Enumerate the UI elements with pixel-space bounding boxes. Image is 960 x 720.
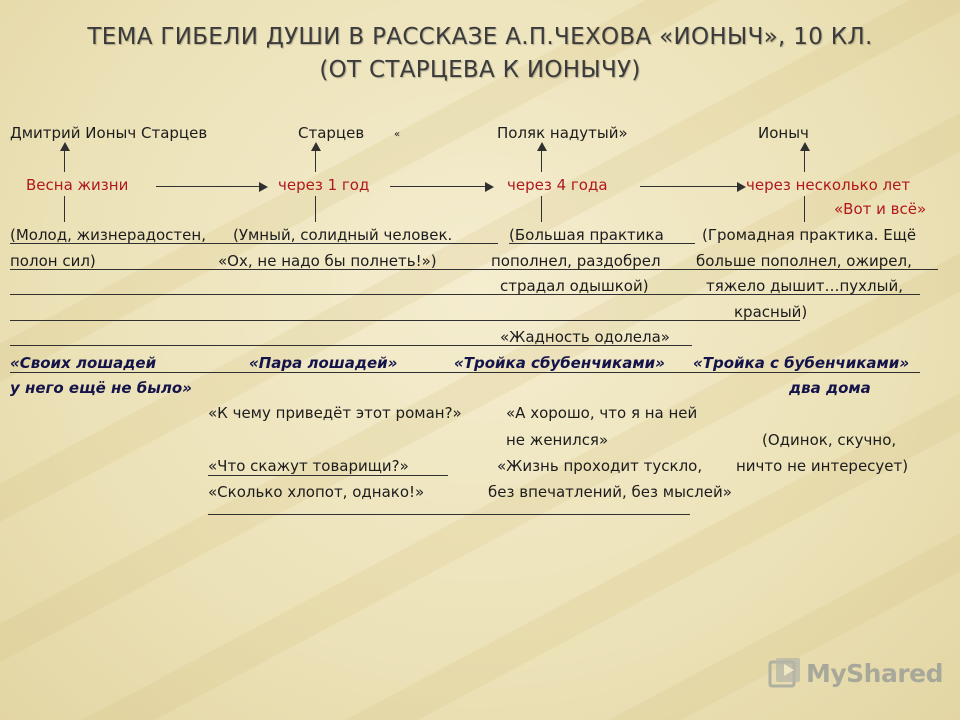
trait-red: красный): [734, 303, 808, 321]
underline-quote-comrades: [208, 475, 448, 476]
vline-3-bottom: [541, 196, 542, 222]
trait-heavy-breathing: тяжело дышит…пухлый,: [706, 277, 903, 295]
name-ionych: Ионыч: [758, 124, 809, 142]
note-no-interest: ничто не интересует): [736, 457, 909, 475]
name-polyak: Поляк надутый»: [497, 124, 628, 142]
trait-shortness-breath: страдал одышкой): [500, 277, 649, 295]
trait-not-gain-weight: «Ох, не надо бы полнеть!»): [218, 252, 437, 270]
note-lonely: (Одинок, скучно,: [762, 431, 897, 449]
underline-row3: [10, 294, 920, 295]
myshared-logo-text: MyShared: [806, 659, 944, 688]
name-quote-mark: «: [394, 129, 401, 140]
arrow-up-2: [311, 142, 321, 151]
trait-gained-weight: пополнел, раздобрел: [491, 252, 661, 270]
trait-big-practice: (Большая практика: [509, 226, 664, 244]
underline-horses: [10, 372, 920, 373]
quote-romance: «К чему приведёт этот роман?»: [208, 404, 462, 422]
trait-greed: «Жадность одолела»: [500, 328, 670, 346]
trait-gained-more: больше пополнел, ожирел,: [696, 252, 912, 270]
trait-smart: (Умный, солидный человек.: [233, 226, 453, 244]
time-spring: Весна жизни: [26, 176, 129, 194]
two-houses: два дома: [789, 379, 871, 397]
vline-4-bottom: [804, 196, 805, 222]
trait-full-energy: полон сил): [10, 252, 96, 270]
myshared-logo-icon: [768, 656, 802, 692]
name-dmitry: Дмитрий Ионыч Старцев: [10, 124, 208, 142]
time-4-years: через 4 года: [507, 176, 608, 194]
quote-life-dull: «Жизнь проходит тускло,: [497, 457, 703, 475]
horses-troika-1: «Тройка сбубенчиками»: [454, 354, 665, 372]
underline-quotes-end: [208, 514, 690, 515]
myshared-logo: [768, 656, 944, 696]
quote-not-married-cont: не женился»: [506, 431, 609, 449]
horses-none: «Своих лошадей: [10, 354, 157, 372]
arrow-up-3: [537, 142, 547, 151]
vline-2-top: [315, 150, 316, 172]
arrow-right-1: [259, 182, 268, 192]
quote-not-married: «А хорошо, что я на ней: [506, 404, 698, 422]
vline-4-top: [804, 150, 805, 172]
horses-none-cont: у него ещё не было»: [10, 379, 192, 397]
vline-1-bottom: [64, 196, 65, 222]
underline-row5: [10, 345, 692, 346]
horses-troika-2: «Тройка с бубенчиками»: [693, 354, 910, 372]
trait-young: (Молод, жизнерадостен,: [10, 226, 206, 244]
vline-1-top: [64, 150, 65, 172]
underline-row1a: [10, 243, 498, 244]
arrow-up-1: [60, 142, 70, 151]
underline-row4: [10, 320, 800, 321]
slide-title-line2: (ОТ СТАРЦЕВА К ИОНЫЧУ): [319, 57, 641, 83]
underline-row2: [10, 269, 938, 270]
arrow-right-3: [737, 182, 746, 192]
arrow-line-1: [156, 186, 260, 187]
quote-trouble: «Сколько хлопот, однако!»: [208, 483, 425, 501]
time-1-year: через 1 год: [278, 176, 370, 194]
vline-2-bottom: [315, 196, 316, 222]
underline-row1b: [509, 243, 695, 244]
arrow-up-4: [800, 142, 810, 151]
time-several-years: через несколько лет: [746, 176, 911, 194]
name-startsev: Старцев: [298, 124, 365, 142]
arrow-line-2: [390, 186, 486, 187]
arrow-line-3: [640, 186, 738, 187]
arrow-right-2: [485, 182, 494, 192]
vline-3-top: [541, 150, 542, 172]
trait-huge-practice: (Громадная практика. Ещё: [702, 226, 917, 244]
time-thats-all: «Вот и всё»: [834, 200, 927, 218]
quote-comrades: «Что скажут товарищи?»: [208, 457, 409, 475]
quote-no-impressions: без впечатлений, без мыслей»: [488, 483, 732, 501]
horses-pair: «Пара лошадей»: [249, 354, 398, 372]
slide-title-line1: ТЕМА ГИБЕЛИ ДУШИ В РАССКАЗЕ А.П.ЧЕХОВА «ИОНЫЧ», 10 КЛ.: [87, 24, 873, 50]
